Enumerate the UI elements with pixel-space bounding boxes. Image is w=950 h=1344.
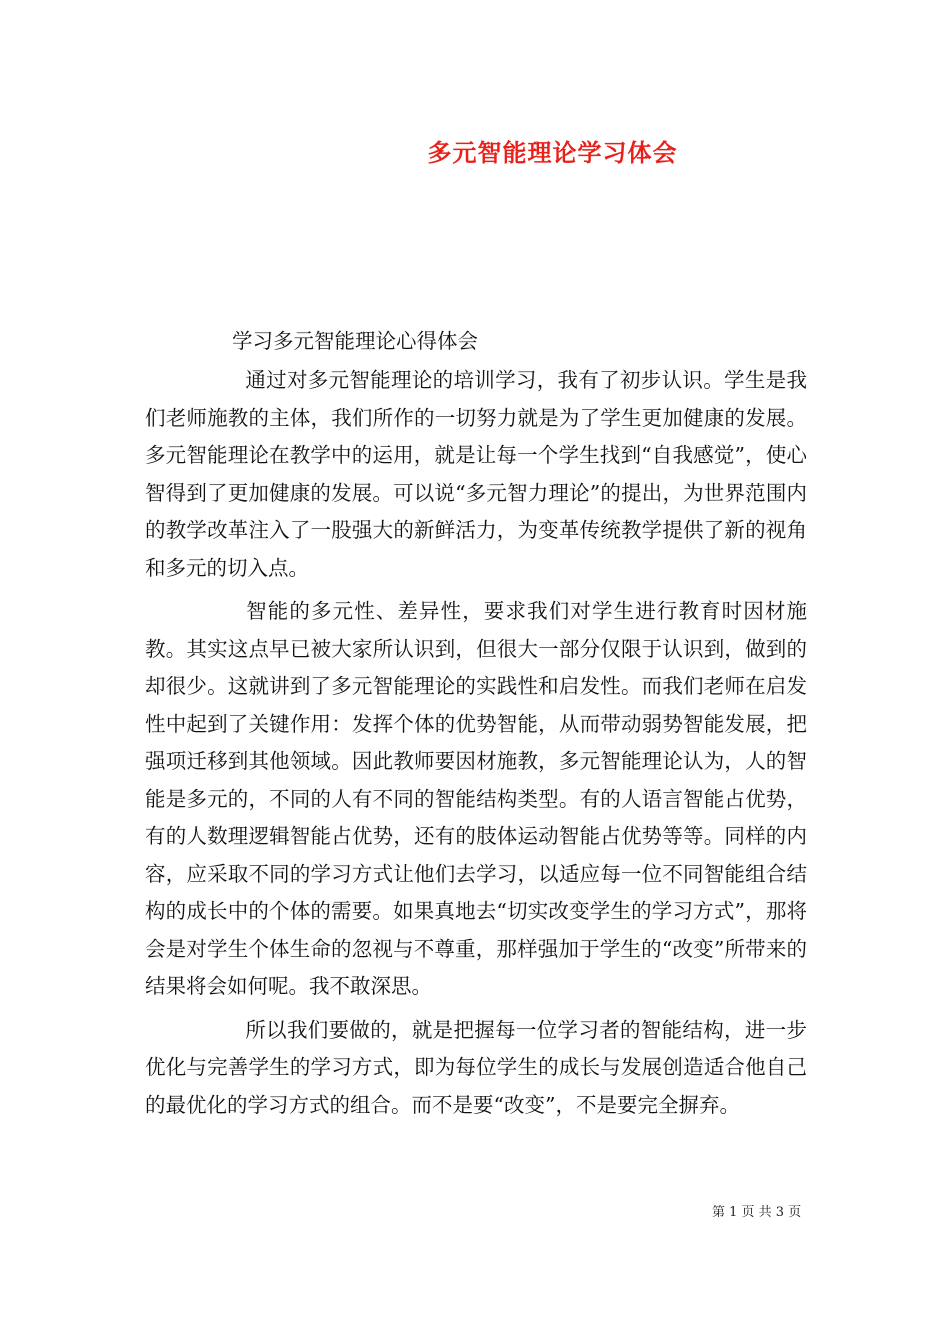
page-number: 第 1 页 共 3 页: [712, 1205, 802, 1220]
document-subtitle: 学习多元智能理论心得体会: [232, 329, 478, 353]
document-title: 多元智能理论学习体会: [427, 139, 678, 167]
document-body: [145, 362, 807, 1124]
paragraph-text: 所以我们要做的，就是把握每一位学习者的智能结构，进一步优化与完善学生的学习方式，即为每位学生的成长与发展创造适合他自己的最优化的学习方式的组合。而不是要“改变”，不是要完全摒弃。: [145, 1017, 807, 1117]
paragraph: [145, 593, 807, 1006]
paragraph: [145, 362, 807, 587]
paragraph-text: 通过对多元智能理论的培训学习，我有了初步认识。学生是我们老师施教的主体，我们所作的一切努力就是为了学生更加健康的发展。多元智能理论在教学中的运用，就是让每一个学生找到“自我感觉”，使心智得到了更加健康的发展。可以说“多元智力理论”的提出，为世界范围内的教学改革注入了一股强大的新鲜活力，为变革传统教学提供了新的视角和多元的切入点。: [145, 368, 807, 580]
paragraph-text: 智能的多元性、差异性，要求我们对学生进行教育时因材施教。其实这点早已被大家所认识到，但很大一部分仅限于认识到，做到的却很少。这就讲到了多元智能理论的实践性和启发性。而我们老师在启发性中起到了关键作用：发挥个体的优势智能，从而带动弱势智能发展，把强项迁移到其他领域。因此教师要因材施教，多元智能理论认为，人的智能是多元的，不同的人有不同的智能结构类型。有的人语言智能占优势，有的人数理逻辑智能占优势，还有的肢体运动智能占优势等等。同样的内容，应采取不同的学习方式让他们去学习，以适应每一位不同智能组合结构的成长中的个体的需要。如果真地去“切实改变学生的学习方式”，那将会是对学生个体生命的忽视与不尊重，那样强加于学生的“改变”所带来的结果将会如何呢。我不敢深思。: [145, 599, 807, 998]
paragraph: [145, 1012, 807, 1125]
